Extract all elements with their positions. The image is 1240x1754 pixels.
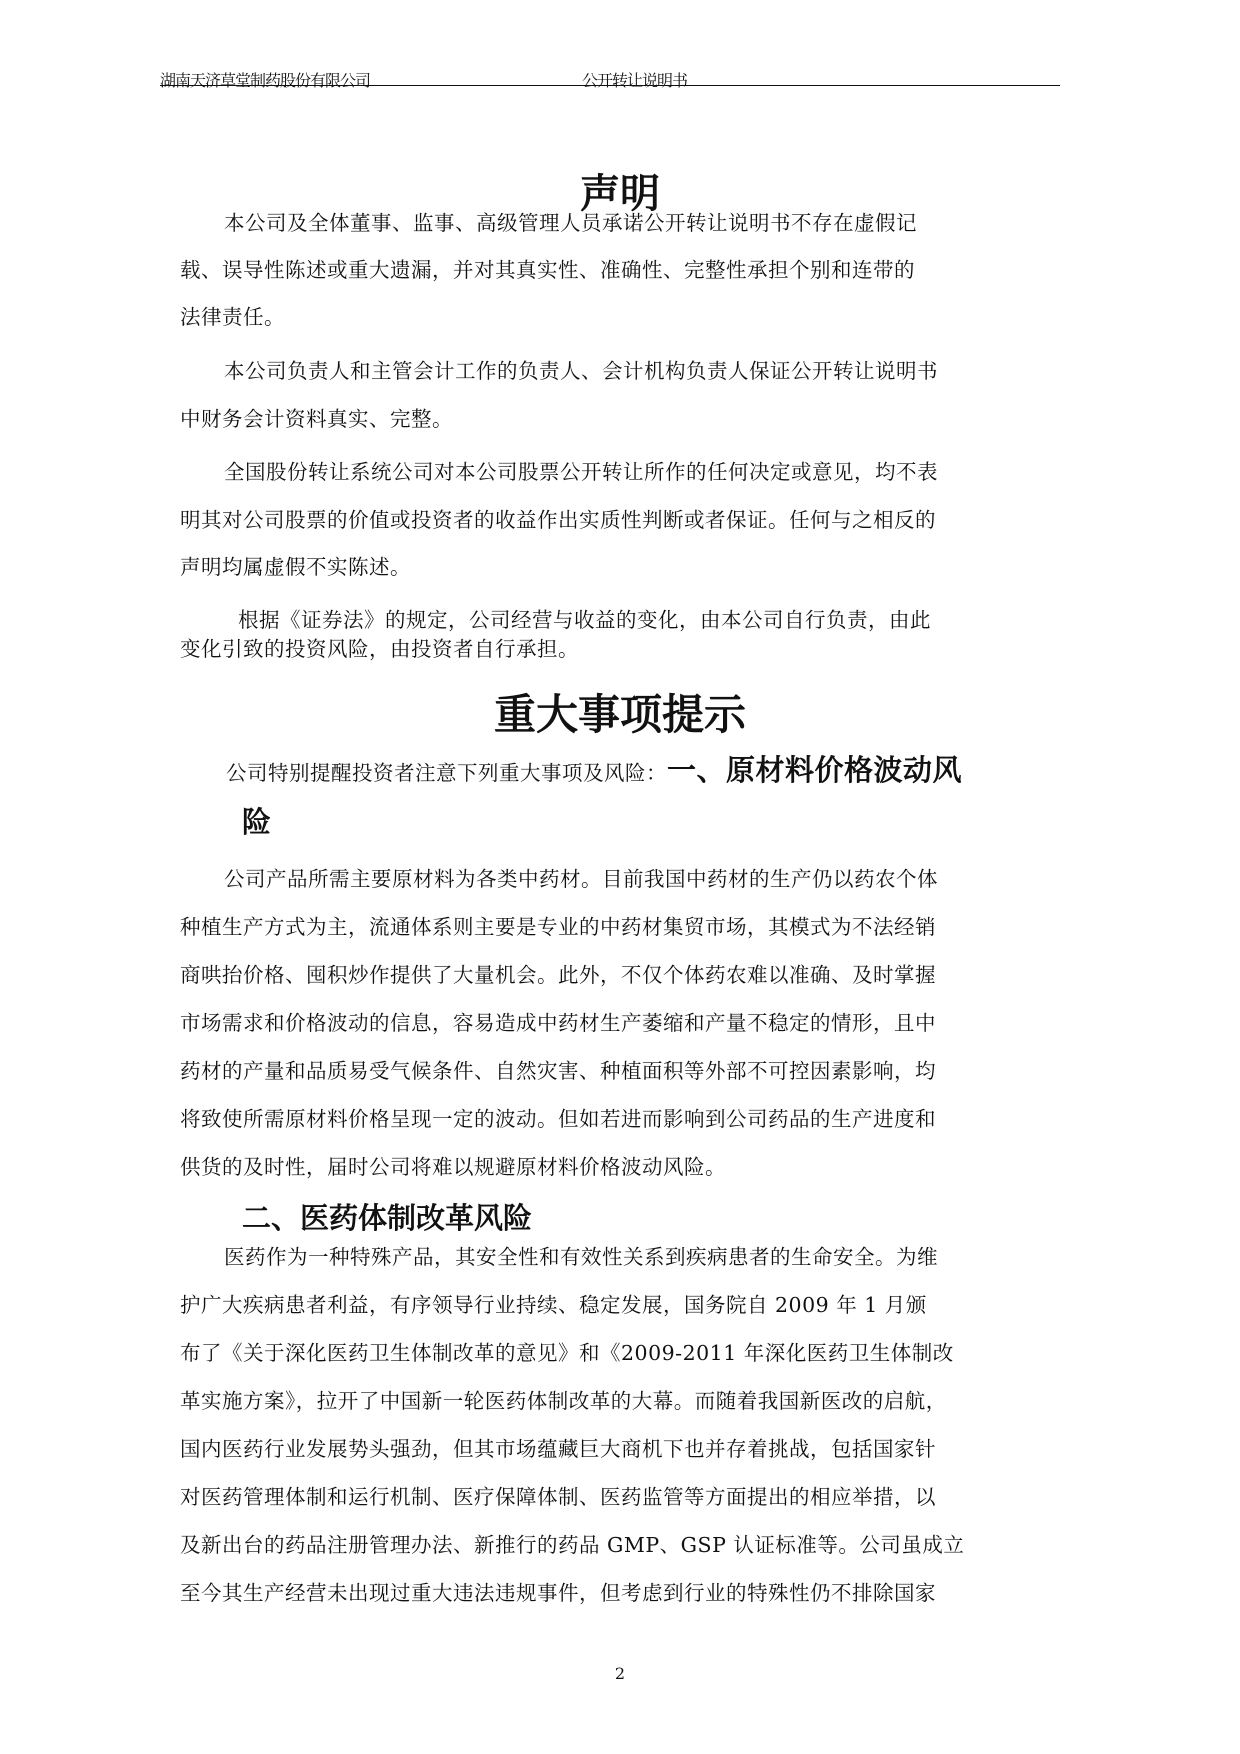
- page-number: 2: [614, 1664, 626, 1683]
- section2-line7: 及新出台的药品注册管理办法、新推行的药品 GMP、GSP 认证标准等。公司虽成立: [180, 1533, 965, 1557]
- declaration-p3-line2: 明其对公司股票的价值或投资者的收益作出实质性判断或者保证。任何与之相反的: [180, 508, 936, 532]
- declaration-p1-line1: 本公司及全体董事、监事、高级管理人员承诺公开转让说明书不存在虚假记: [224, 211, 917, 235]
- section2-heading: 二、医药体制改革风险: [242, 1201, 533, 1235]
- section1-line3: 商哄抬价格、囤积炒作提供了大量机会。此外，不仅个体药农难以准确、及时掌握: [180, 963, 936, 987]
- declaration-p3-line1: 全国股份转让系统公司对本公司股票公开转让所作的任何决定或意见，均不表: [224, 460, 938, 484]
- section2-line1: 医药作为一种特殊产品，其安全性和有效性关系到疾病患者的生命安全。为维: [224, 1245, 938, 1269]
- major-matters-title: 重大事项提示: [493, 690, 746, 739]
- major-matters-intro-line: [226, 748, 962, 789]
- section2-line5: 国内医药行业发展势头强劲，但其市场蕴藏巨大商机下也并存着挑战，包括国家针: [180, 1437, 936, 1461]
- declaration-p3-line3: 声明均属虚假不实陈述。: [180, 555, 411, 579]
- declaration-p1-line3: 法律责任。: [180, 305, 285, 329]
- section1-heading-part1: 一、原材料价格波动风: [667, 753, 963, 787]
- declaration-title: 声明: [580, 171, 660, 217]
- section1-line1: 公司产品所需主要原材料为各类中药材。目前我国中药材的生产仍以药农个体: [224, 867, 938, 891]
- page-header: [160, 68, 1060, 94]
- declaration-p2-line1: 本公司负责人和主管会计工作的负责人、会计机构负责人保证公开转让说明书: [224, 359, 938, 383]
- declaration-p4-line1: 根据《证券法》的规定，公司经营与收益的变化，由本公司自行负责，由此: [238, 608, 931, 632]
- section1-line2: 种植生产方式为主，流通体系则主要是专业的中药材集贸市场，其模式为不法经销: [180, 915, 936, 939]
- section2-line2: 护广大疾病患者利益，有序领导行业持续、稳定发展，国务院自 2009 年 1 月颁: [180, 1293, 927, 1317]
- section1-line6: 将致使所需原材料价格呈现一定的波动。但如若进而影响到公司药品的生产进度和: [180, 1107, 936, 1131]
- section1-line5: 药材的产量和品质易受气候条件、自然灾害、种植面积等外部不可控因素影响，均: [180, 1059, 936, 1083]
- declaration-p2-line2: 中财务会计资料真实、完整。: [180, 407, 453, 431]
- header-company-name: 湖南天济草堂制药股份有限公司: [160, 71, 371, 90]
- section1-heading-part2: 险: [242, 805, 272, 839]
- declaration-p4-line2: 变化引致的投资风险，由投资者自行承担。: [180, 637, 579, 661]
- section2-line8: 至今其生产经营未出现过重大违法违规事件，但考虑到行业的特殊性仍不排除国家: [180, 1581, 936, 1605]
- section2-line6: 对医药管理体制和运行机制、医疗保障体制、医药监管等方面提出的相应举措，以: [180, 1485, 936, 1509]
- header-document-name: 公开转让说明书: [582, 71, 688, 90]
- section2-line4: 革实施方案》，拉开了中国新一轮医药体制改革的大幕。而随着我国新医改的启航，: [180, 1389, 947, 1413]
- major-matters-intro: 公司特别提醒投资者注意下列重大事项及风险：: [226, 761, 667, 785]
- section1-line4: 市场需求和价格波动的信息，容易造成中药材生产萎缩和产量不稳定的情形，且中: [180, 1011, 936, 1035]
- section2-line3: 布了《关于深化医药卫生体制改革的意见》和《2009-2011 年深化医药卫生体制改: [180, 1341, 954, 1365]
- section1-line7: 供货的及时性，届时公司将难以规避原材料价格波动风险。: [180, 1155, 726, 1179]
- declaration-p1-line2: 载、误导性陈述或重大遗漏，并对其真实性、准确性、完整性承担个别和连带的: [180, 258, 915, 282]
